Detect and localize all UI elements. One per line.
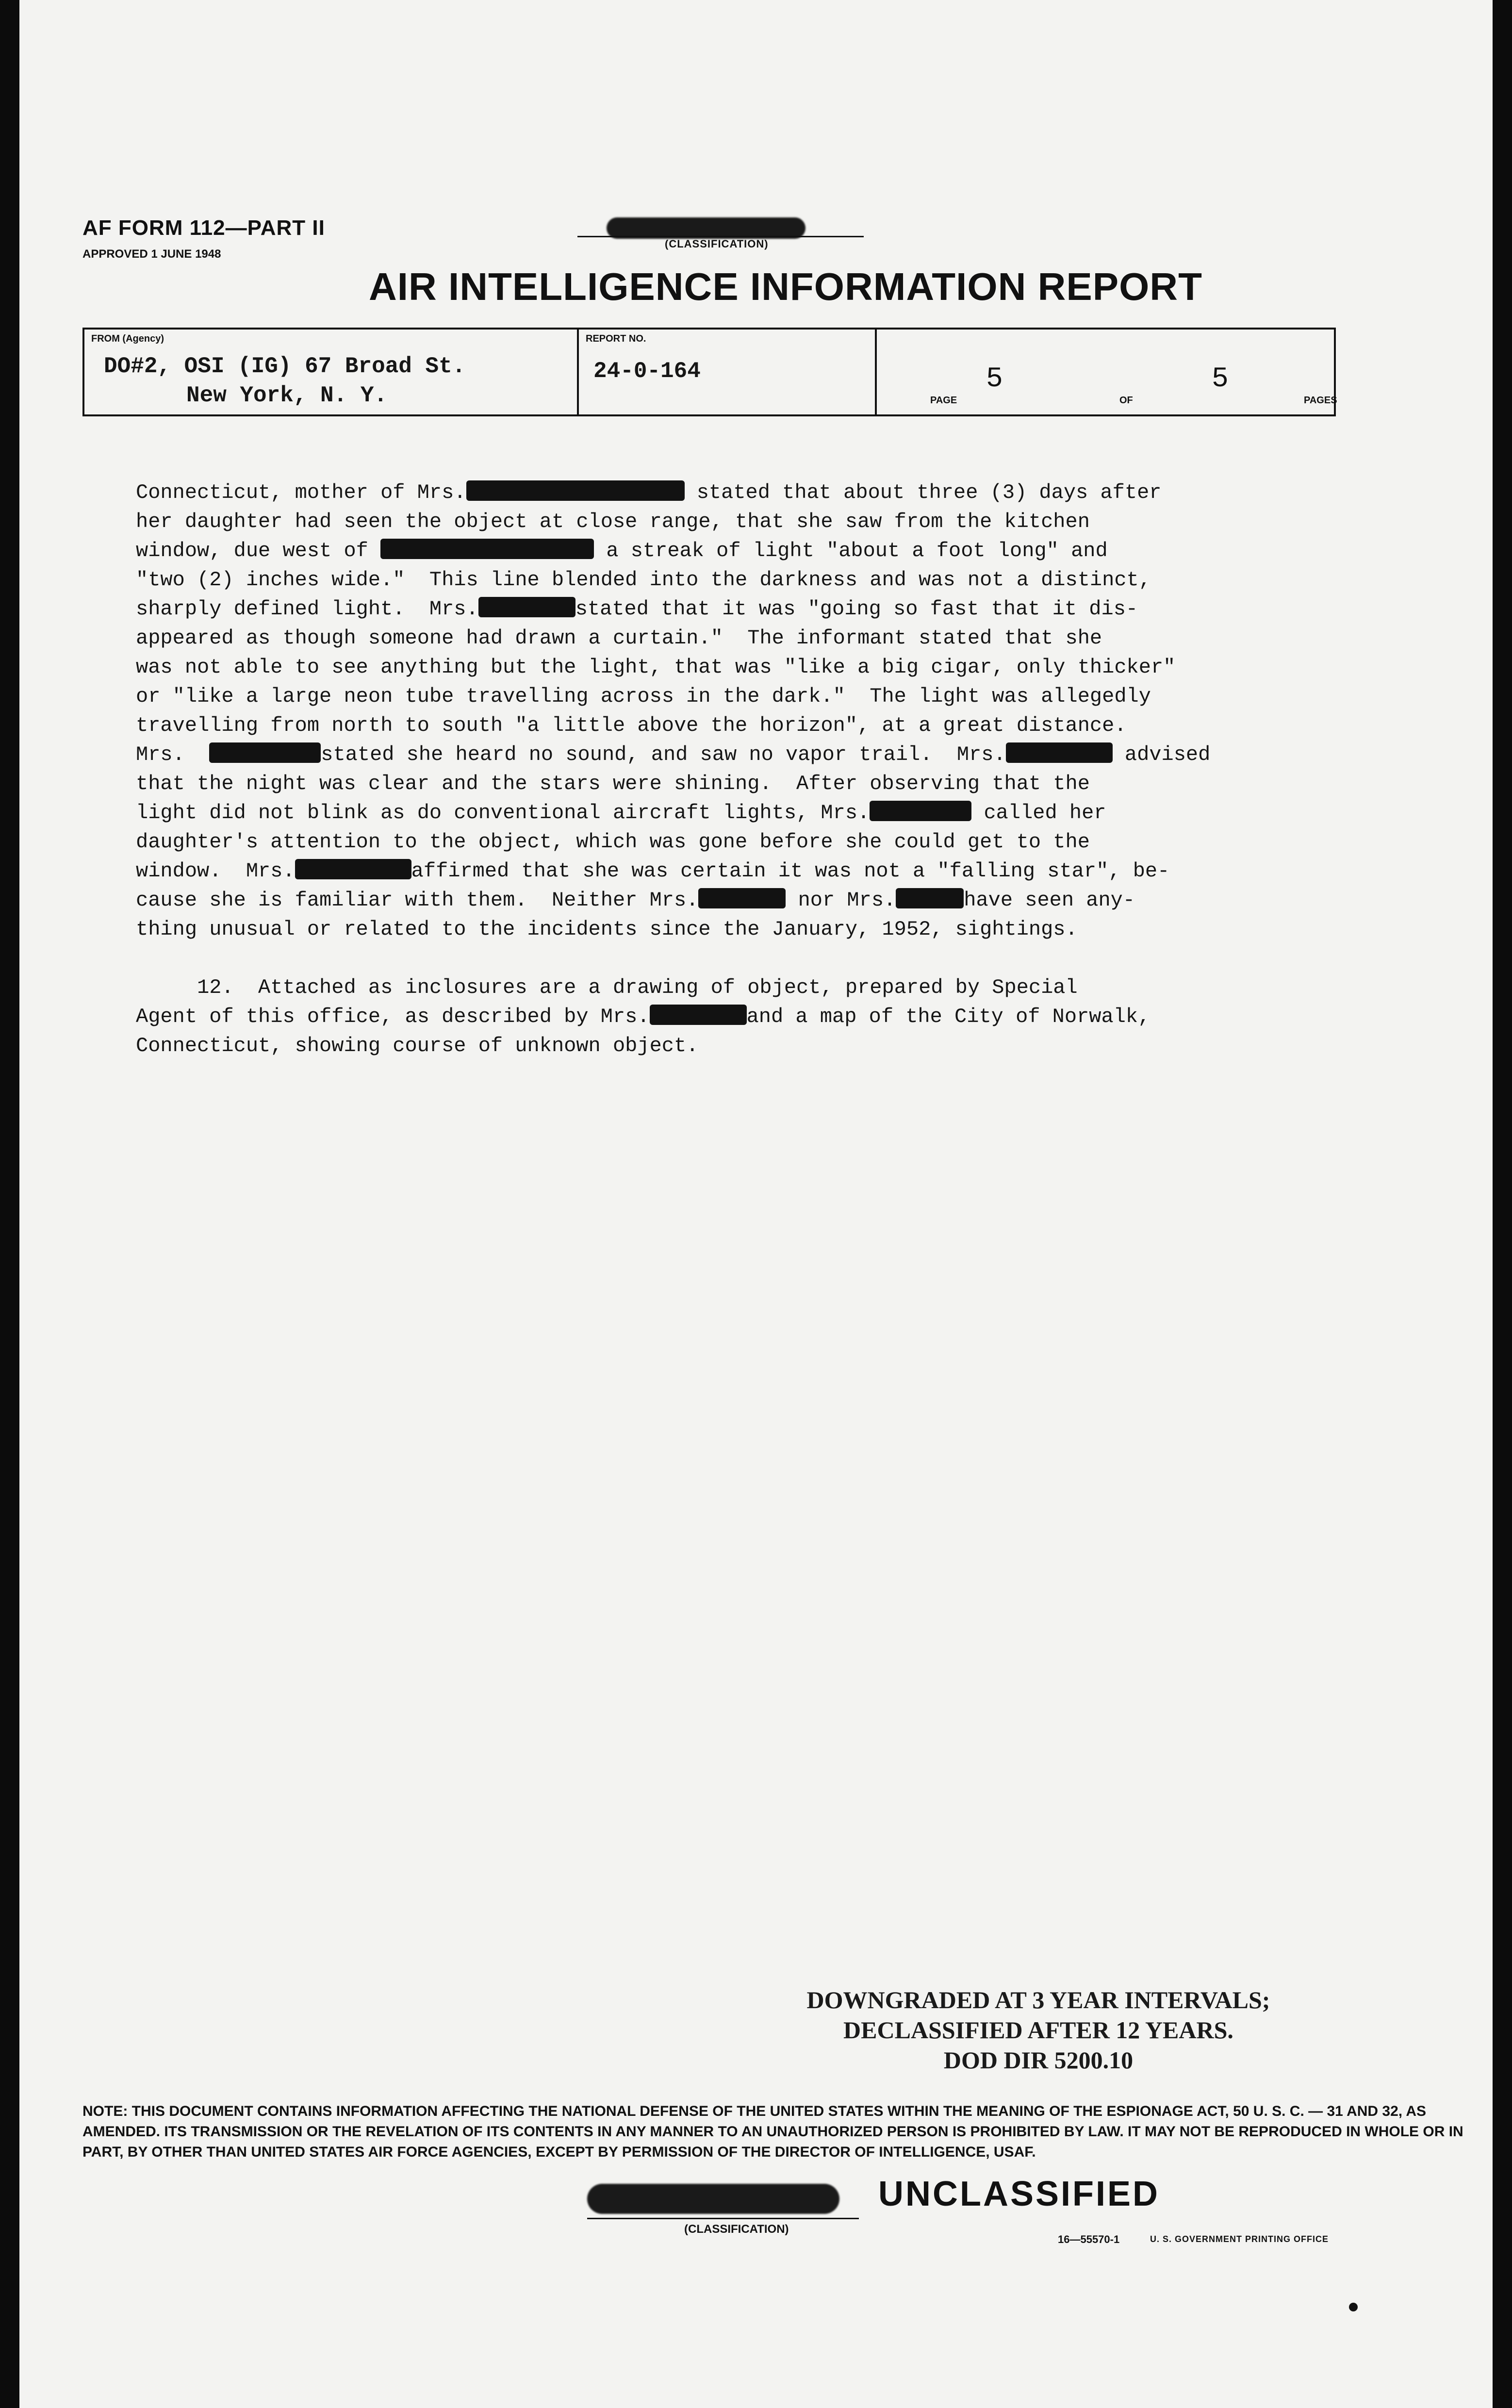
from-cell [84, 330, 579, 414]
report-no-caption: REPORT NO. [586, 333, 646, 344]
report-number: 24-0-164 [593, 359, 701, 384]
from-line-1: DO#2, OSI (IG) 67 Broad St. [104, 354, 466, 379]
body-line: that the night was clear and the stars were shining. After observing that the [136, 772, 1090, 795]
body-line: 12. Attached as inclosures are a drawing of object, prepared by Special [136, 976, 1078, 999]
body-line: light did not blink as do conventional aircraft lights, Mrs. called her [136, 801, 1106, 825]
redaction-bar [896, 888, 964, 908]
ink-dot [1349, 2303, 1358, 2311]
body-line: window. Mrs. affirmed that she was certain it was not a "falling star", be- [136, 859, 1170, 883]
body-line: thing unusual or related to the incidents since the January, 1952, sightings. [136, 918, 1078, 941]
body-line: appeared as though someone had drawn a curtain." The informant stated that she [136, 627, 1102, 650]
classification-line [577, 236, 864, 237]
redaction-bar [698, 888, 786, 908]
report-title: AIR INTELLIGENCE INFORMATION REPORT [369, 265, 1202, 308]
downgrade-stamp [742, 1985, 1334, 2075]
form-approved-date: APPROVED 1 JUNE 1948 [82, 247, 221, 261]
page-number: 5 [986, 363, 1003, 395]
redaction-bar [650, 1005, 747, 1025]
classification-top [577, 214, 864, 267]
pages-cell [877, 330, 1337, 414]
report-body [136, 478, 1359, 1060]
of-caption: OF [1119, 395, 1133, 406]
printing-office: U. S. GOVERNMENT PRINTING OFFICE [1150, 2234, 1329, 2244]
document-page [19, 0, 1493, 2408]
body-line: Agent of this office, as described by Mrs. and a map of the City of Norwalk, [136, 1005, 1150, 1028]
body-line: cause she is familiar with them. Neither Mrs. nor Mrs. have seen any- [136, 889, 1135, 912]
classification-caption: (CLASSIFICATION) [665, 238, 769, 250]
page-caption: PAGE [930, 395, 957, 406]
pages-caption: PAGES [1304, 395, 1337, 406]
body-line: "two (2) inches wide." This line blended into the darkness and was not a distinct, [136, 568, 1151, 592]
stamp-line-1: DOWNGRADED AT 3 YEAR INTERVALS; [806, 1986, 1270, 2013]
body-line: her daughter had seen the object at close range, that she saw from the kitchen [136, 510, 1090, 533]
redaction-bar [209, 742, 321, 763]
classification-bottom [587, 2174, 1160, 2247]
redaction-bar [870, 801, 971, 821]
body-line: travelling from north to south "a little above the horizon", at a great distance. [136, 714, 1127, 737]
body-line: daughter's attention to the object, which was gone before she could get to the [136, 830, 1090, 854]
body-line: was not able to see anything but the light, that was "like a big cigar, only thicker" [136, 656, 1176, 679]
form-id: AF FORM 112—PART II [82, 216, 325, 240]
from-caption: FROM (Agency) [91, 333, 164, 344]
body-line: Connecticut, mother of Mrs. stated that about three (3) days after [136, 481, 1162, 504]
from-line-2: New York, N. Y. [186, 383, 388, 408]
espionage-note: NOTE: THIS DOCUMENT CONTAINS INFORMATION AFFECTING THE NATIONAL DEFENSE OF THE UNITED STATES WITHIN THE MEANING OF THE ESPIONAGE ACT, 50 U. S. C. — 31 AND 32, AS AMENDED. ITS TRANSMISSION OR THE REVELATION OF ITS CONTENTS IN ANY MANNER TO AN UNAUTHORIZED PERSON IS PROHIBITED BY LAW. IT MAY NOT BE REPRODUCED IN WHOLE OR IN PART, BY OTHER THAN UNITED STATES AIR FORCE AGENCIES, EXCEPT BY PERMISSION OF THE DIRECTOR OF INTELLIGENCE, USAF. [82, 2103, 1463, 2160]
total-pages: 5 [1212, 363, 1229, 395]
header-grid [82, 328, 1336, 416]
redaction-bar [295, 859, 411, 879]
redaction-bar [380, 539, 594, 559]
body-line: or "like a large neon tube travelling across in the dark." The light was allegedly [136, 685, 1151, 708]
classification-line [587, 2218, 859, 2219]
redaction-mark [587, 2184, 839, 2214]
body-line: Connecticut, showing course of unknown object. [136, 1034, 699, 1057]
body-line: window, due west of a streak of light "about a foot long" and [136, 539, 1108, 562]
redaction-bar [466, 480, 685, 501]
body-line: Mrs. stated she heard no sound, and saw no vapor trail. Mrs. advised [136, 743, 1211, 766]
stamp-line-2: DECLASSIFIED AFTER 12 YEARS. [843, 2016, 1233, 2044]
stamp-line-3: DOD DIR 5200.10 [943, 2046, 1134, 2074]
report-cell [579, 330, 877, 414]
body-line: sharply defined light. Mrs. stated that it was "going so fast that it dis- [136, 597, 1138, 621]
redaction-bar [478, 597, 575, 617]
classification-value: UNCLASSIFIED [878, 2175, 1160, 2213]
redaction-bar [1006, 742, 1113, 763]
form-code: 16—55570-1 [1058, 2233, 1120, 2245]
classification-caption: (CLASSIFICATION) [684, 2223, 789, 2236]
